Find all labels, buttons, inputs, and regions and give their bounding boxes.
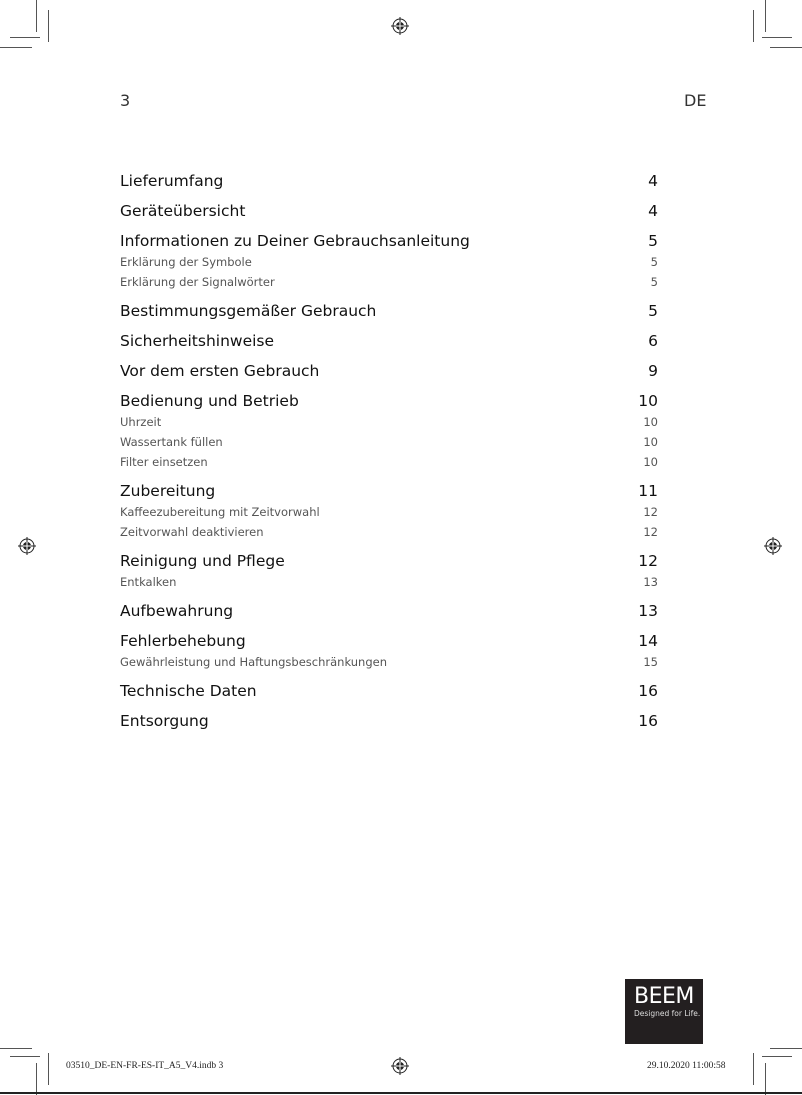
toc-entry[interactable] [120,330,658,352]
toc-page-number: 12 [643,525,658,539]
toc-title: Bedienung und Betrieb [120,392,299,410]
toc-page-number: 5 [650,275,658,289]
toc-subentry[interactable] [120,502,658,522]
toc-page-number: 4 [648,172,658,190]
toc-title: Filter einsetzen [120,455,208,469]
logo-tagline: Designed for Life. [634,1009,701,1018]
crop-mark [10,37,40,38]
toc-entry[interactable] [120,600,658,622]
toc-title: Informationen zu Deiner Gebrauchsanleitung [120,232,470,250]
toc-page-number: 12 [643,505,658,519]
table-of-contents [120,170,658,732]
toc-page-number: 12 [638,552,658,570]
toc-subentry[interactable] [120,252,658,272]
crop-mark [48,1053,49,1085]
toc-page-number: 16 [638,712,658,730]
toc-title: Kaffeezubereitung mit Zeitvorwahl [120,505,320,519]
toc-title: Geräteübersicht [120,202,246,220]
toc-page-number: 5 [648,232,658,250]
toc-page-number: 15 [643,655,658,669]
crop-mark [753,1053,754,1085]
language-code: DE [684,91,707,110]
toc-entry[interactable] [120,480,658,502]
crop-mark [10,1056,40,1057]
toc-title: Vor dem ersten Gebrauch [120,362,320,380]
toc-title: Zubereitung [120,482,216,500]
toc-entry[interactable] [120,710,658,732]
crop-mark [770,47,802,48]
toc-entry[interactable] [120,550,658,572]
crop-mark [762,1056,792,1057]
crop-mark [765,0,766,32]
toc-title: Aufbewahrung [120,602,234,620]
toc-title: Entsorgung [120,712,209,730]
toc-page-number: 5 [648,302,658,320]
crop-mark [753,10,754,42]
toc-title: Bestimmungsgemäßer Gebrauch [120,302,377,320]
toc-page-number: 16 [638,682,658,700]
toc-title: Entkalken [120,575,177,589]
toc-entry[interactable] [120,200,658,222]
crop-mark [0,47,32,48]
toc-subentry[interactable] [120,572,658,592]
toc-page-number: 10 [643,435,658,449]
crop-mark [48,10,49,42]
toc-title: Erklärung der Symbole [120,255,252,269]
toc-subentry[interactable] [120,432,658,452]
toc-title: Wassertank füllen [120,435,223,449]
crop-mark [36,1063,37,1095]
toc-subentry[interactable] [120,522,658,542]
toc-entry[interactable] [120,680,658,702]
toc-subentry[interactable] [120,652,658,672]
toc-page-number: 6 [648,332,658,350]
toc-page-number: 10 [638,392,658,410]
footer-timestamp: 29.10.2020 11:00:58 [647,1061,726,1071]
toc-entry[interactable] [120,390,658,412]
crop-mark [762,37,792,38]
toc-page-number: 9 [648,362,658,380]
toc-entry[interactable] [120,170,658,192]
toc-title: Lieferumfang [120,172,224,190]
toc-page-number: 11 [638,482,658,500]
toc-title: Uhrzeit [120,415,162,429]
toc-title: Technische Daten [120,682,257,700]
toc-subentry[interactable] [120,452,658,472]
toc-subentry[interactable] [120,412,658,432]
toc-title: Reinigung und Pflege [120,552,285,570]
toc-page-number: 10 [643,415,658,429]
page-edge [0,1092,802,1094]
page-number: 3 [120,91,131,110]
crop-mark [765,1063,766,1095]
registration-mark-icon [18,537,36,555]
toc-page-number: 10 [643,455,658,469]
footer-file-info: 03510_DE-EN-FR-ES-IT_A5_V4.indb 3 [66,1061,224,1071]
crop-mark [0,1048,32,1049]
toc-page-number: 4 [648,202,658,220]
toc-page-number: 14 [638,632,658,650]
registration-mark-icon [764,537,782,555]
toc-page-number: 5 [650,255,658,269]
toc-title: Gewährleistung und Haftungsbeschränkungen [120,655,387,669]
toc-entry[interactable] [120,360,658,382]
toc-entry[interactable] [120,300,658,322]
logo-brand: BEEM [634,984,694,1009]
crop-mark [36,0,37,32]
toc-entry[interactable] [120,630,658,652]
toc-title: Erklärung der Signalwörter [120,275,275,289]
toc-title: Zeitvorwahl deaktivieren [120,525,264,539]
toc-page-number: 13 [643,575,658,589]
crop-mark [770,1048,802,1049]
toc-subentry[interactable] [120,272,658,292]
registration-mark-icon [391,1057,409,1075]
brand-logo [625,979,703,1044]
toc-title: Fehlerbehebung [120,632,246,650]
registration-mark-icon [391,17,409,35]
toc-entry[interactable] [120,230,658,252]
toc-page-number: 13 [638,602,658,620]
toc-title: Sicherheitshinweise [120,332,275,350]
